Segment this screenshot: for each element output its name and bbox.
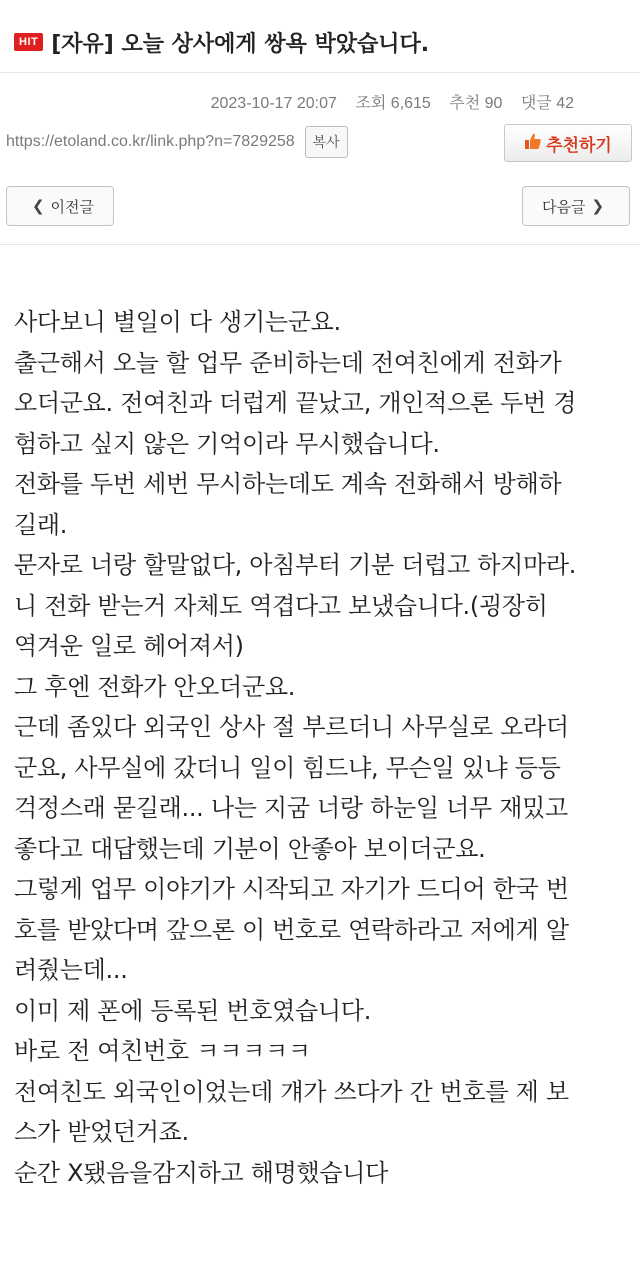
body-line: 그 후엔 전화가 안오더군요.	[14, 672, 296, 701]
body-line: 바로 전 여친번호 ㅋㅋㅋㅋㅋ	[14, 1037, 311, 1065]
prev-post-button[interactable]	[6, 186, 114, 226]
body-line: 전여친도 외국인이었는데 걔가 쓰다가 간 번호를 제 보	[14, 1077, 569, 1106]
post-title: [자유] 오늘 상사에게 쌍욕 박았습니다.	[51, 31, 430, 57]
body-line: 니 전화 받는거 자체도 역겹다고 보냈습니다.(굉장히	[14, 591, 548, 620]
recommend-label: 추천하기	[546, 135, 612, 156]
chevron-right-icon: ❯	[591, 197, 605, 215]
body-line: 려줬는데...	[14, 956, 128, 984]
body-line: 오더군요. 전여친과 더럽게 끝났고, 개인적으론 두번 경	[14, 389, 577, 417]
chevron-left-icon: ❮	[31, 197, 45, 215]
body-line: 길래.	[14, 510, 68, 539]
post-title-row	[14, 22, 630, 62]
prev-post-label: 이전글	[50, 197, 95, 216]
body-line: 스가 받었던거죠.	[14, 1118, 189, 1146]
post-datetime: 2023-10-17 20:07	[210, 95, 337, 112]
view-count: 조회 6,615	[355, 95, 431, 112]
recommend-count: 추천 90	[449, 95, 503, 112]
body-line: 이미 제 폰에 등록된 번호였습니다.	[14, 996, 372, 1025]
post-body	[14, 302, 634, 1193]
thumbs-up-icon	[524, 132, 542, 155]
recommend-button[interactable]	[504, 124, 632, 162]
body-line: 걱정스래 묻길래... 나는 지굼 너랑 하눈일 너무 재밌고	[14, 794, 568, 822]
body-line: 근데 좀있다 외국인 상사 절 부르더니 사무실로 오라더	[14, 713, 569, 741]
comment-count[interactable]: 댓글 42	[520, 95, 574, 112]
post-link-url[interactable]: https://etoland.co.kr/link.php?n=7829258	[6, 133, 295, 150]
body-line: 좋다고 대답했는데 기분이 안좋아 보이더군요.	[14, 834, 486, 863]
divider	[0, 72, 640, 73]
body-line: 험하고 싶지 않은 기억이라 무시했습니다.	[14, 429, 440, 458]
body-line: 호를 받았다며 갚으론 이 번호로 연락하라고 저에게 알	[14, 915, 569, 944]
body-line: 군요, 사무실에 갔더니 일이 힘드냐, 무슨일 있냐 등등	[14, 753, 561, 782]
body-line: 순간 X됐음을감지하고 해명했습니다	[14, 1158, 389, 1187]
body-line: 사다보니 별일이 다 생기는군요.	[14, 308, 341, 336]
next-post-button[interactable]	[522, 186, 630, 226]
body-line: 출근해서 오늘 할 업무 준비하는데 전여친에게 전화가	[14, 348, 562, 377]
next-post-label: 다음글	[541, 197, 586, 216]
hit-badge: HIT	[14, 33, 43, 51]
body-line: 역겨운 일로 헤어져서)	[14, 632, 244, 660]
body-line: 문자로 너랑 할말없다, 아침부터 기분 더럽고 하지마라.	[14, 551, 577, 579]
copy-link-button[interactable]: 복사	[305, 126, 348, 158]
divider	[0, 244, 640, 245]
post-meta	[197, 90, 574, 113]
body-line: 전화를 두번 세번 무시하는데도 계속 전화해서 방해하	[14, 470, 562, 498]
body-line: 그렇게 업무 이야기가 시작되고 자기가 드디어 한국 번	[14, 875, 569, 903]
